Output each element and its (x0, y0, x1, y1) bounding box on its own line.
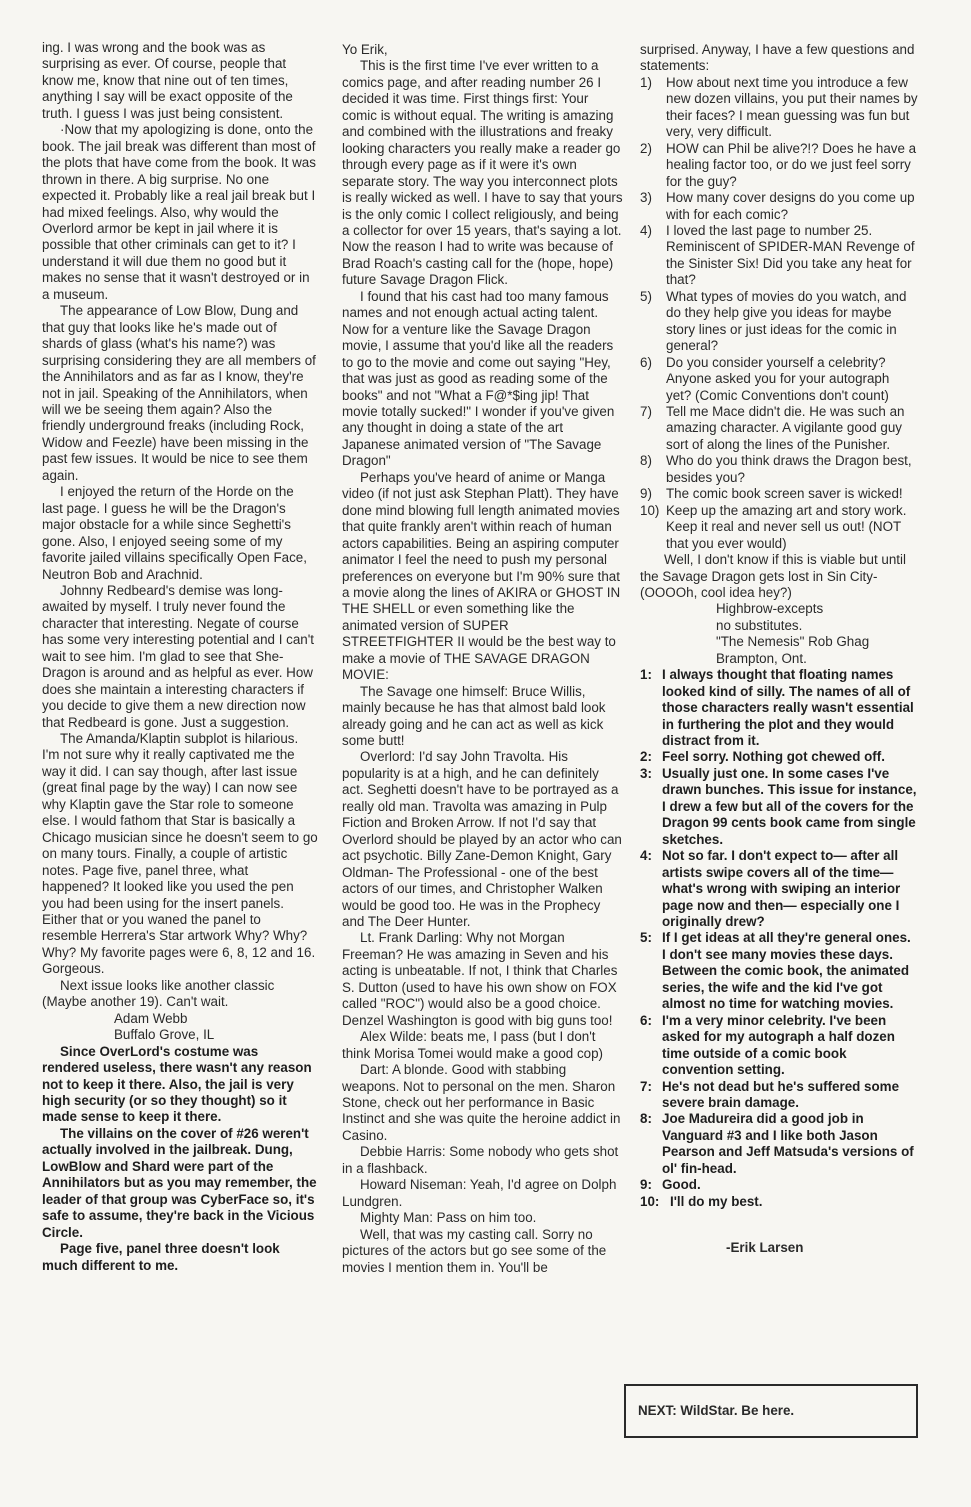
question-item: 1) How about next time you introduce a few new dozen villains, you put their names by their faces? I mean guessing was fun but very, very difficult. (640, 74, 918, 140)
signature-location: Buffalo Grove, IL (114, 1027, 215, 1043)
editor-signature: -Erik Larsen (726, 1240, 804, 1256)
letter-column-3 (640, 42, 918, 1257)
answer-item: 4: Not so far. I don't expect to— after all artists swipe covers all of the time— what's wrong with swiping an interior page now and then— especially one I originally drew? (640, 848, 901, 930)
answer-item: 3: Usually just one. In some cases I've drawn bunches. This issue for instance, I drew a few but all of the covers for the Dragon 99 cents book came from single sketches. (640, 765, 917, 847)
letter-paragraph: Next issue looks like another classic (Maybe another 19). Can't wait. (42, 977, 275, 1010)
question-item: 4) I loved the last page to number 25. Reminiscent of SPIDER-MAN Revenge of the Sinister Six! Did you take any heat for that? (640, 222, 915, 288)
letter-paragraph: I enjoyed the return of the Horde on the last page. I guess he will be the Dragon's major obstacle for a while since Seghetti's gone. Also, I enjoyed seeing some of my favorite jailed villains specifically Open Face, Neutron Bob and Arachnid. (42, 484, 307, 582)
signature-name: Adam Webb (114, 1010, 188, 1026)
letter-paragraph: Mighty Man: Pass on him too. (360, 1210, 537, 1226)
letter-paragraph: Overlord: I'd say John Travolta. His popularity is at a high, and he can definitely act. Seghetti doesn't have to be portrayed as a really old man. Travolta was amazing in Pulp Fiction and Broken Arrow. If not I'd say that Overlord should be played by an actor who can act psychotic. Billy Zane-Demon Knight, Gary Oldman- The Professional - one of the best actors of our times, and Christopher Walken would be good too. He was in the Prophecy and The Deer Hunter. (342, 749, 622, 930)
letter-paragraph: I found that his cast had too many famous names and not enough actual acting talent. Now for a venture like the Savage Dragon movie, I assume that you'd like all the readers to go to the movie and come out saying "Hey, that was just as good as reading some of the books" and not "What a F@*$ing jip! That movie totally sucked!" I wonder if you've given any thought in doing a state of the art Japanese animated version of "The Savage Dragon" (342, 288, 615, 469)
signature-location: Brampton, Ont. (716, 650, 807, 666)
letter-paragraph: Alex Wilde: beats me, I pass (but I don't think Morisa Tomei would make a good cop) (342, 1029, 603, 1061)
answer-item: 5: If I get ideas at all they're general ones. I don't see many movies these days. Between the comic book, the animated series, the wife and the kid I've got almost no time for watching movies. (640, 930, 911, 1012)
answer-item: 9: Good. (640, 1177, 701, 1193)
answer-list (640, 667, 918, 1210)
answer-item: 2: Feel sorry. Nothing got chewed off. (640, 749, 885, 765)
letter-paragraph: Well, that was my casting call. Sorry no pictures of the actors but go see some of the movies I mention them in. You'll be (342, 1226, 607, 1275)
question-item: 7) Tell me Mace didn't die. He was such an amazing character. A vigilante good guy sort of along the lines of the Punisher. (640, 403, 905, 452)
letter-paragraph: ·Now that my apologizing is done, onto the book. The jail break was different than most of the plots that have come from the book. It was thrown in there. A big surprise. No one expected it. Probably like a real jail break but I had mixed feelings. Also, why would the Overlord armor be kept in jail where it is possible that other criminals can get to it? I understand it will due them no good but it makes no sense that it wasn't destroyed or in a museum. (42, 122, 316, 302)
question-item: 9) The comic book screen saver is wicked! (640, 486, 903, 502)
letter-paragraph: Debbie Harris: Some nobody who gets shot in a flashback. (342, 1144, 619, 1176)
answer-item: 7: He's not dead but he's suffered some severe brain damage. (640, 1078, 900, 1110)
letter-paragraph: The Savage one himself: Bruce Willis, mainly because he has that almost bald look already going and he can act as well as kick some butt! (342, 683, 606, 749)
letter-closing: Well, I don't know if this is viable but until the Savage Dragon gets lost in Sin City- (OOOOh, cool idea hey?) (640, 552, 906, 600)
editor-reply: Page five, panel three doesn't look much different to me. (42, 1241, 280, 1273)
next-issue-box: NEXT: WildStar. Be here. (624, 1384, 918, 1438)
letter-column-2 (342, 42, 624, 1276)
letter-paragraph: Perhaps you've heard of anime or Manga video (if not just ask Stephan Platt). They have done mind blowing full length animated movies that quite frankly aren't within reach of human actors capabilities. Being an aspiring computer animator I feel the need to push my personal preferences on everyone but I'm 90% sure that a movie along the lines of AKIRA or GHOST IN THE SHELL or even something like the animated version of SUPER STREETFIGHTER II would be the best way to make a movie of THE SAVAGE DRAGON MOVIE: (342, 469, 621, 683)
editor-reply: The villains on the cover of #26 weren't actually involved in the jailbreak. Dung, LowBlow and Shard were part of the Annihilators but as you may remember, the leader of that group was CyberFace so, it's safe to assume, they're back in the Vicious Circle. (42, 1125, 317, 1240)
answer-item: 1: I always thought that floating names looked kind of silly. The names of all of those characters really wasn't essential in furthering the plot and they would distract from it. (640, 667, 914, 749)
question-item: 8) Who do you think draws the Dragon best, besides you? (640, 453, 912, 485)
answer-item: 10: I'll do my best. (640, 1193, 763, 1209)
letter-column-1 (42, 40, 318, 1274)
letter-paragraph: ing. I was wrong and the book was as surprising as ever. Of course, people that know me, know that nine out of ten times, anything I say will be exact opposite of the truth. I guess I was just being consistent. (42, 40, 293, 121)
question-item: 3) How many cover designs do you come up with for each comic? (640, 190, 915, 222)
letter-paragraph: Johnny Redbeard's demise was long-awaited by myself. I truly never found the character that interesting. Negate of course has some very interesting potential and I can't wait to see him. I'm glad to see that She-Dragon is around and as helpful as ever. How does she maintain a interesting characters if you decide to give them a new direction now that Redbeard is gone. Just a suggestion. (42, 582, 315, 730)
letter-paragraph: The appearance of Low Blow, Dung and that guy that looks like he's made out of shards of glass (what's his name?) was surprising considering they are all members of the Annihilators and as far as I know, they're not in jail. Speaking of the Annihilators, when will we be seeing them again? Also the friendly underground freaks (including Rock, Widow and Feezle) have been missing in the past few issues. It would be nice to see them again. (42, 303, 316, 483)
signature-line: no substitutes. (716, 617, 803, 633)
question-item: 6) Do you consider yourself a celebrity? Anyone asked you for your autograph yet? (Comic Conventions don't count) (640, 354, 890, 403)
answer-item: 8: Joe Madureira did a good job in Vanguard #3 and I like both Jason Pearson and Jeff Matsuda's versions of ol' fin-head. (640, 1111, 914, 1176)
letter-paragraph: Dart: A blonde. Good with stabbing weapons. Not to personal on the men. Sharon Stone, check out her performance in Basic Instinct and she was quite the heroine addict in Casino. (342, 1062, 621, 1143)
letter-paragraph: surprised. Anyway, I have a few questions and statements: (640, 42, 915, 74)
question-item: 5) What types of movies do you watch, and do they help give you ideas for maybe story lines or just ideas for the comic in general? (640, 288, 907, 354)
letter-paragraph: The Amanda/Klaptin subplot is hilarious. I'm not sure why it really captivated me the way it did. I can say though, after last issue (great final page by the way) I can now see why Klaptin gave the Star role to someone else. I would fathom that Star is basically a Chicago musician since he doesn't seem to go on many tours. Finally, a couple of artistic notes. Page five, panel three, what happened? It looked like you used the pen you had been using for the insert panels. Either that or you waned the panel to resemble Herrera's Star artwork Why? Why? Why? My favorite pages were 6, 8, 12 and 16. Gorgeous. (42, 731, 318, 977)
letter-greeting: Yo Erik, (342, 42, 388, 57)
letter-paragraph: This is the first time I've ever written to a comics page, and after reading number 26 I decided it was time. First things first: Your comic is without equal. The writing is amazing and combined with the illustrations and freaky looking characters you really make a reader go through every page as if it were it's own separate story. The way you interconnect plots is really wicked as well. I have to say that yours is the only comic I collect religiously, and being a collector for over 15 years, that's saying a lot. Now the reason I had to write was because of Brad Roach's casting call for the (hope, hope) future Savage Dragon Flick. (342, 58, 623, 288)
question-item: 2) HOW can Phil be alive?!? Does he have a healing factor too, or do we just feel sorry for the guy? (640, 140, 917, 189)
question-list (640, 75, 918, 552)
signature-name: "The Nemesis" Rob Ghag (716, 634, 870, 650)
editor-reply: Since OverLord's costume was rendered useless, there wasn't any reason not to keep it there. Also, the jail is very high security (or so they thought) so it made sense to keep it there. (42, 1043, 312, 1125)
letter-paragraph: Howard Niseman: Yeah, I'd agree on Dolph Lundgren. (342, 1177, 617, 1209)
signature-line: Highbrow-excepts (716, 601, 824, 617)
question-item: 10) Keep up the amazing art and story work. Keep it real and never sell us out! (NOT that you ever would) (640, 502, 907, 551)
letter-paragraph: Lt. Frank Darling: Why not Morgan Freeman? He was amazing in Seven and his acting is unbeatable. If not, I think that Charles S. Dutton (used to have his own show on FOX called "ROC") would also be a good choice. Denzel Washington is good with big guns too! (342, 930, 618, 1028)
answer-item: 6: I'm a very minor celebrity. I've been asked for my autograph a half dozen time outside of a comic book convention setting. (640, 1012, 895, 1078)
